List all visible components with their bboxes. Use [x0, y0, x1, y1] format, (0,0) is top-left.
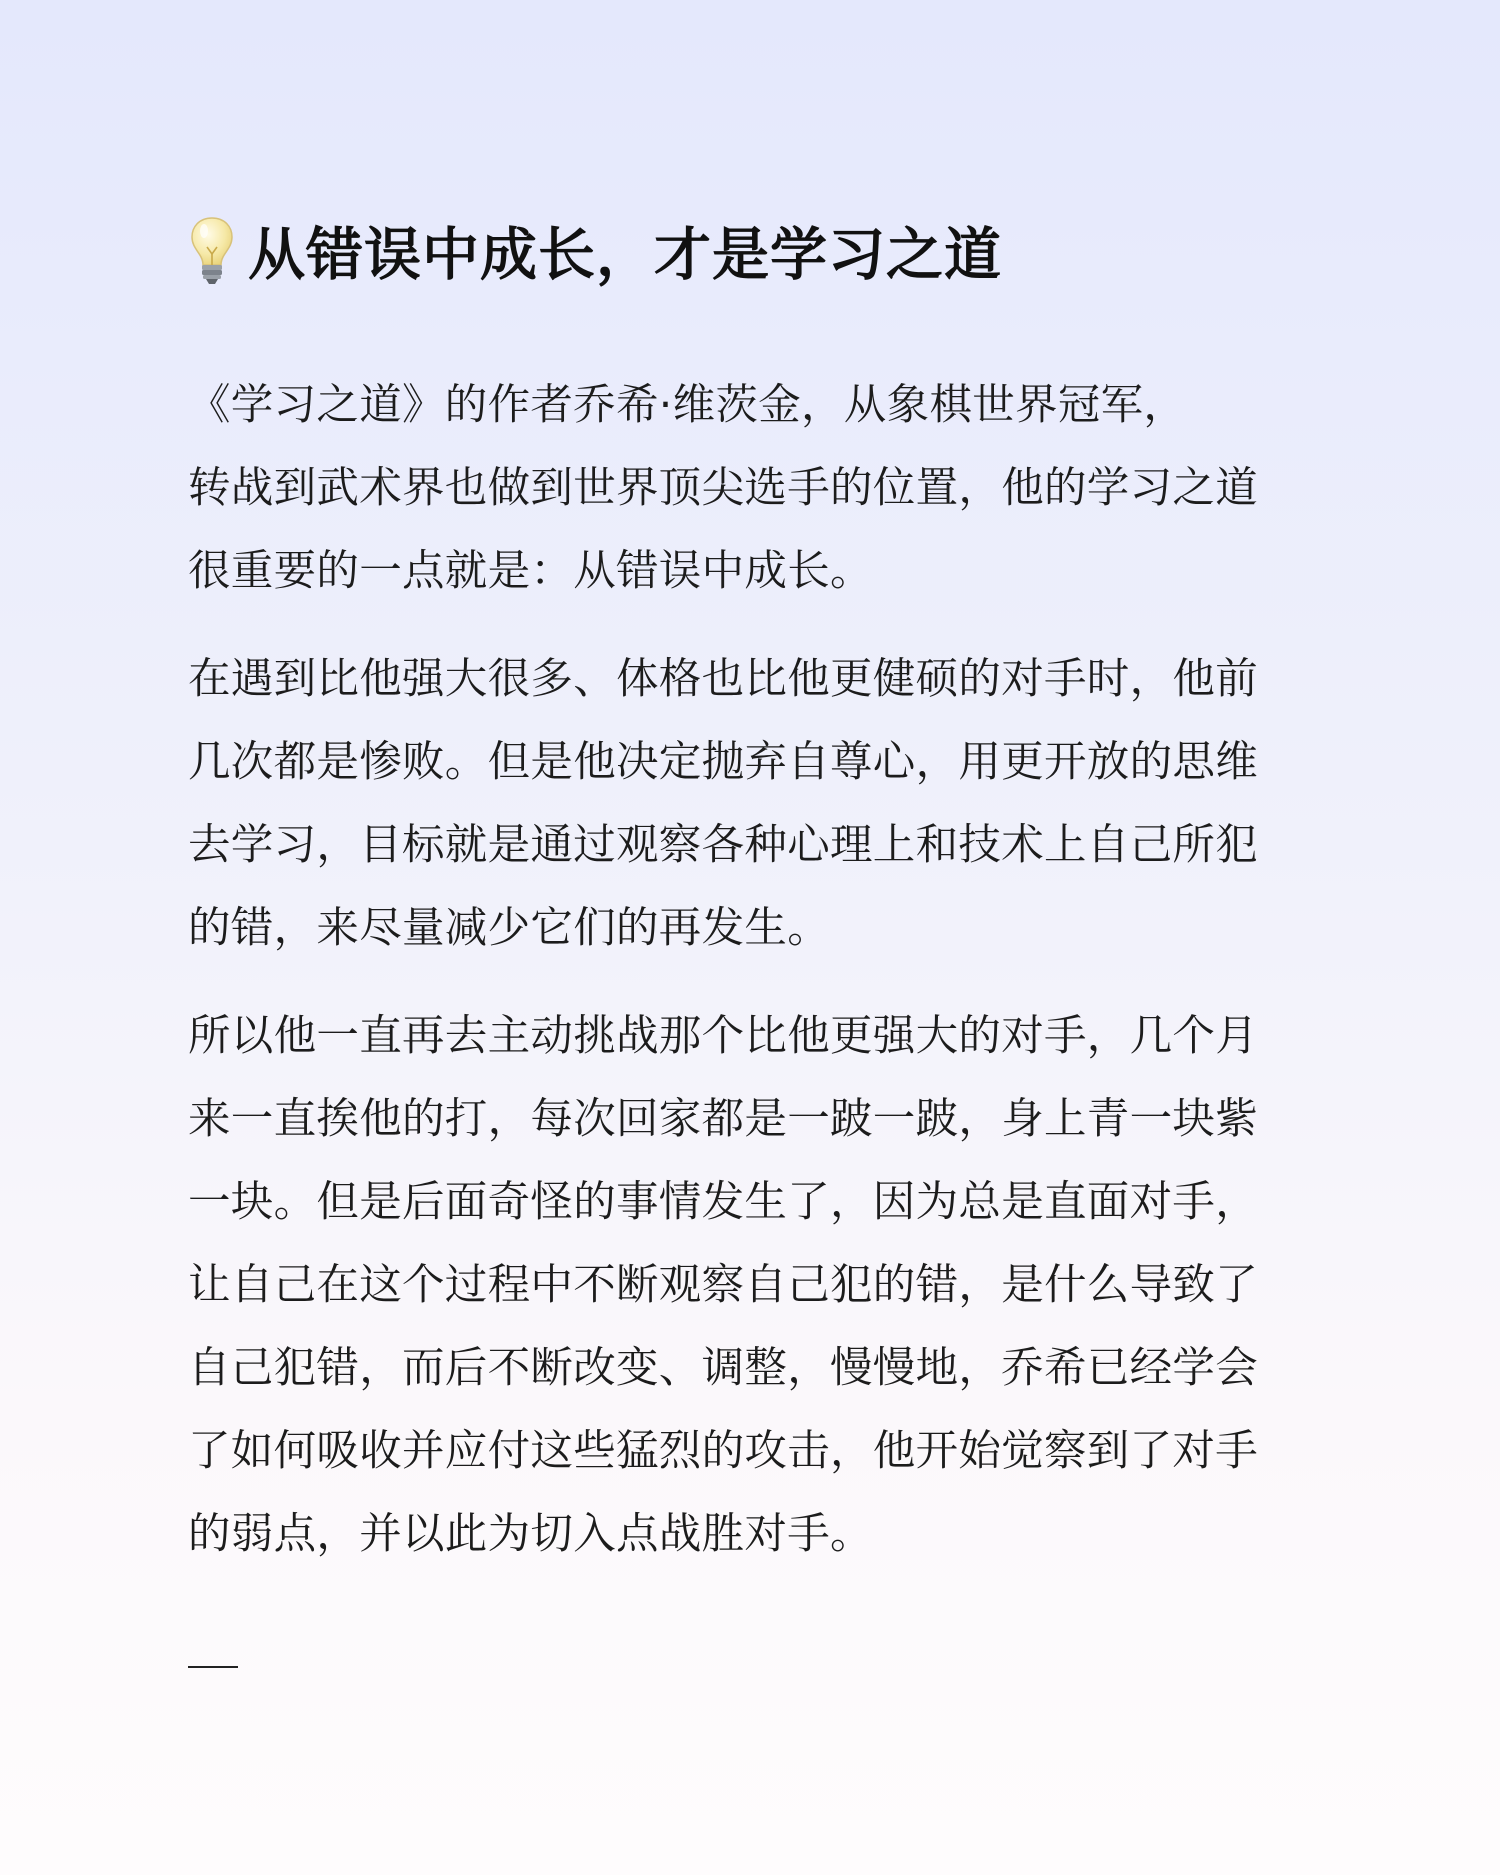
text-line: 很重要的一点就是：从错误中成长。	[188, 547, 873, 596]
lightbulb-icon	[188, 214, 236, 286]
text-line: 来一直挨他的打，每次回家都是一跛一跛，身上青一块紫	[188, 1095, 1259, 1144]
paragraph-1	[188, 364, 1318, 613]
text-line: 去学习，目标就是通过观察各种心理上和技术上自己所犯	[188, 821, 1259, 870]
title-row	[188, 212, 1318, 288]
text-line: 所以他一直再去主动挑战那个比他更强大的对手，几个月	[188, 1012, 1259, 1061]
text-line: 在遇到比他强大很多、体格也比他更健硕的对手时，他前	[188, 655, 1259, 704]
text-line: 的错，来尽量减少它们的再发生。	[188, 904, 831, 953]
text-line: 的弱点，并以此为切入点战胜对手。	[188, 1510, 873, 1559]
article-body	[188, 364, 1318, 1576]
text-line: 转战到武术界也做到世界顶尖选手的位置，他的学习之道	[188, 464, 1259, 513]
text-line: 让自己在这个过程中不断观察自己犯的错，是什么导致了	[188, 1261, 1259, 1310]
text-line: 了如何吸收并应付这些猛烈的攻击，他开始觉察到了对手	[188, 1427, 1259, 1476]
divider	[188, 1666, 238, 1668]
article	[188, 212, 1318, 1601]
text-line: 一块。但是后面奇怪的事情发生了，因为总是直面对手，	[188, 1178, 1259, 1227]
paragraph-2	[188, 638, 1318, 970]
paragraph-3	[188, 995, 1318, 1576]
page-title: 从错误中成长，才是学习之道	[248, 222, 1002, 288]
text-line: 《学习之道》的作者乔希·维茨金，从象棋世界冠军，	[188, 381, 1187, 430]
text-line: 自己犯错，而后不断改变、调整，慢慢地，乔希已经学会	[188, 1344, 1259, 1393]
text-line: 几次都是惨败。但是他决定抛弃自尊心，用更开放的思维	[188, 738, 1259, 787]
